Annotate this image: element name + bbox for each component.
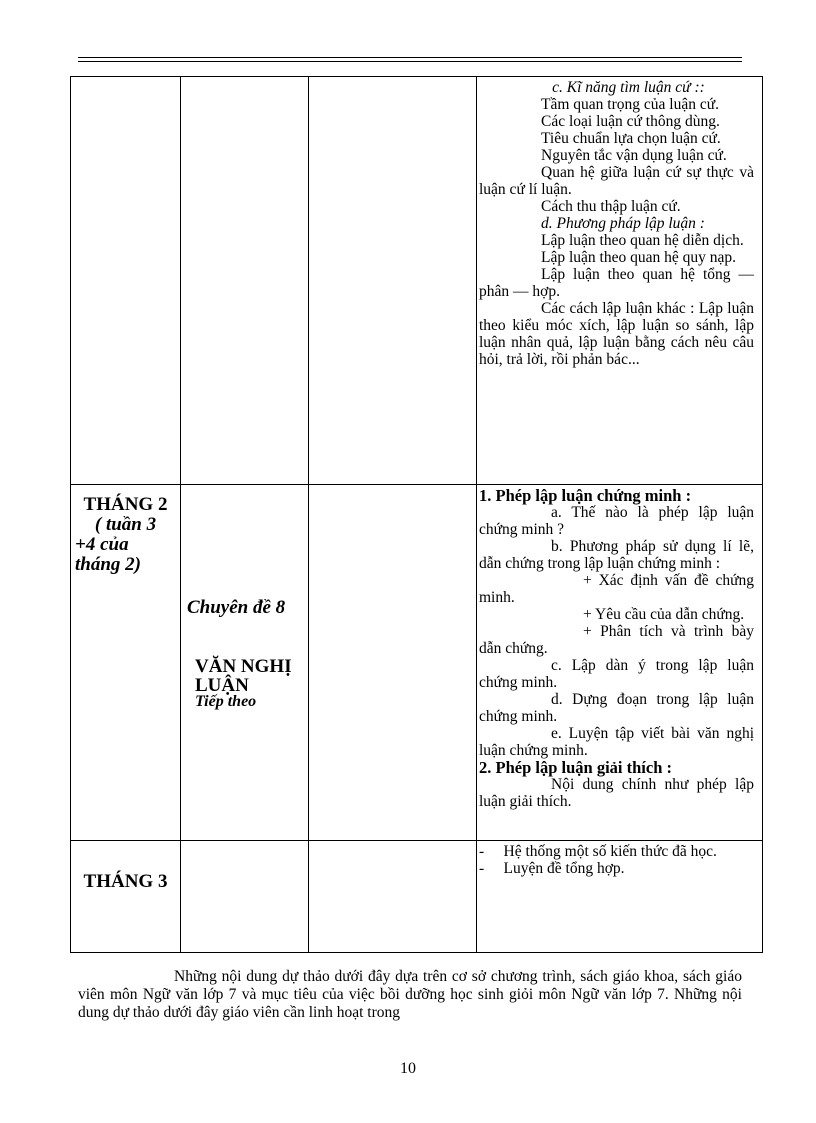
month-cell [71,485,181,841]
content-cell [477,841,763,953]
list-item: + Yêu cầu của dẫn chứng. [583,606,745,623]
month-cell [71,841,181,953]
header-rule-bottom [78,61,742,62]
content-cell [477,77,763,485]
list-item: Cách thu thập luận cứ. [541,198,681,215]
list-item: b. Phương pháp sử dụng lí lẽ, dẫn chứng trong lập luận chứng minh : [479,538,754,572]
list-item: + Phân tích và trình bày dẫn chứng. [479,623,754,657]
header-rule-top [78,57,742,58]
week-note-1: ( tuần 3 [94,514,157,535]
blank-cell [309,485,477,841]
week-note-2: +4 của tháng 2) [75,534,141,575]
list-item: Tiêu chuẩn lựa chọn luận cứ. [541,130,721,147]
page-number: 10 [400,1060,416,1077]
list-item: Tầm quan trọng của luận cứ. [541,96,719,113]
month-cell [71,77,181,485]
list-item: Các loại luận cứ thông dùng. [541,113,720,130]
list-item: + Xác định vấn đề chứng minh. [479,572,754,606]
topic-cell [181,77,309,485]
section-heading: 2. Phép lập luận giải thích : [479,758,672,777]
list-item: - Hệ thống một số kiến thức đã học. [479,843,717,860]
heading-d: d. Phương pháp lập luận : [541,215,705,232]
section-heading: 1. Phép lập luận chứng minh : [479,486,692,505]
list-item: c. Lập dàn ý trong lập luận chứng minh. [479,657,754,691]
list-item: Quan hệ giữa luận cứ sự thực và luận cứ lí luận. [479,164,754,198]
month-label: THÁNG 2 [83,494,168,515]
list-item: d. Dựng đoạn trong lập luận chứng minh. [479,691,754,725]
topic-title: Chuyên đề 8 [187,597,286,618]
table-row-continuation [71,77,763,485]
topic-cell [181,485,309,841]
list-item: Nội dung chính như phép lập luận giải thích. [479,776,754,810]
curriculum-table [70,76,763,953]
list-item: Các cách lập luận khác : Lập luận theo kiểu móc xích, lập luận so sánh, lập luận nhân quả, lập luận bằng cách nêu câu hỏi, trả lời, rồi phản bác... [479,300,754,368]
topic-name: VĂN NGHỊ LUẬN [195,656,292,696]
heading-c: c. Kĩ năng tìm luận cứ :: [552,79,705,96]
list-item: e. Luyện tập viết bài văn nghị luận chứng minh. [479,725,754,759]
list-item: Lập luận theo quan hệ quy nạp. [541,249,736,266]
topic-cell [181,841,309,953]
table-row-february [71,485,763,841]
list-item: Lập luận theo quan hệ tổng — phân — hợp. [479,266,754,300]
list-item: - Luyện đề tổng hợp. [479,860,625,877]
list-item: Lập luận theo quan hệ diễn dịch. [541,232,744,249]
content-cell [477,485,763,841]
list-item: a. Thế nào là phép lập luận chứng minh ? [479,504,754,538]
list-item: Nguyên tắc vận dụng luận cứ. [541,147,727,164]
body-paragraph: Những nội dung dự thảo dưới đây dựa trên cơ sở chương trình, sách giáo khoa, sách giáo viên môn Ngữ văn lớp 7 và mục tiêu của việc bồi dưỡng học sinh giỏi môn Ngữ văn lớp 7. Những nội dung dự thảo dưới đây giáo viên cần linh hoạt trong [78,968,742,1021]
topic-note: Tiếp theo [195,693,257,710]
table-row-march [71,841,763,953]
month-label: THÁNG 3 [83,870,168,892]
blank-cell [309,77,477,485]
blank-cell [309,841,477,953]
